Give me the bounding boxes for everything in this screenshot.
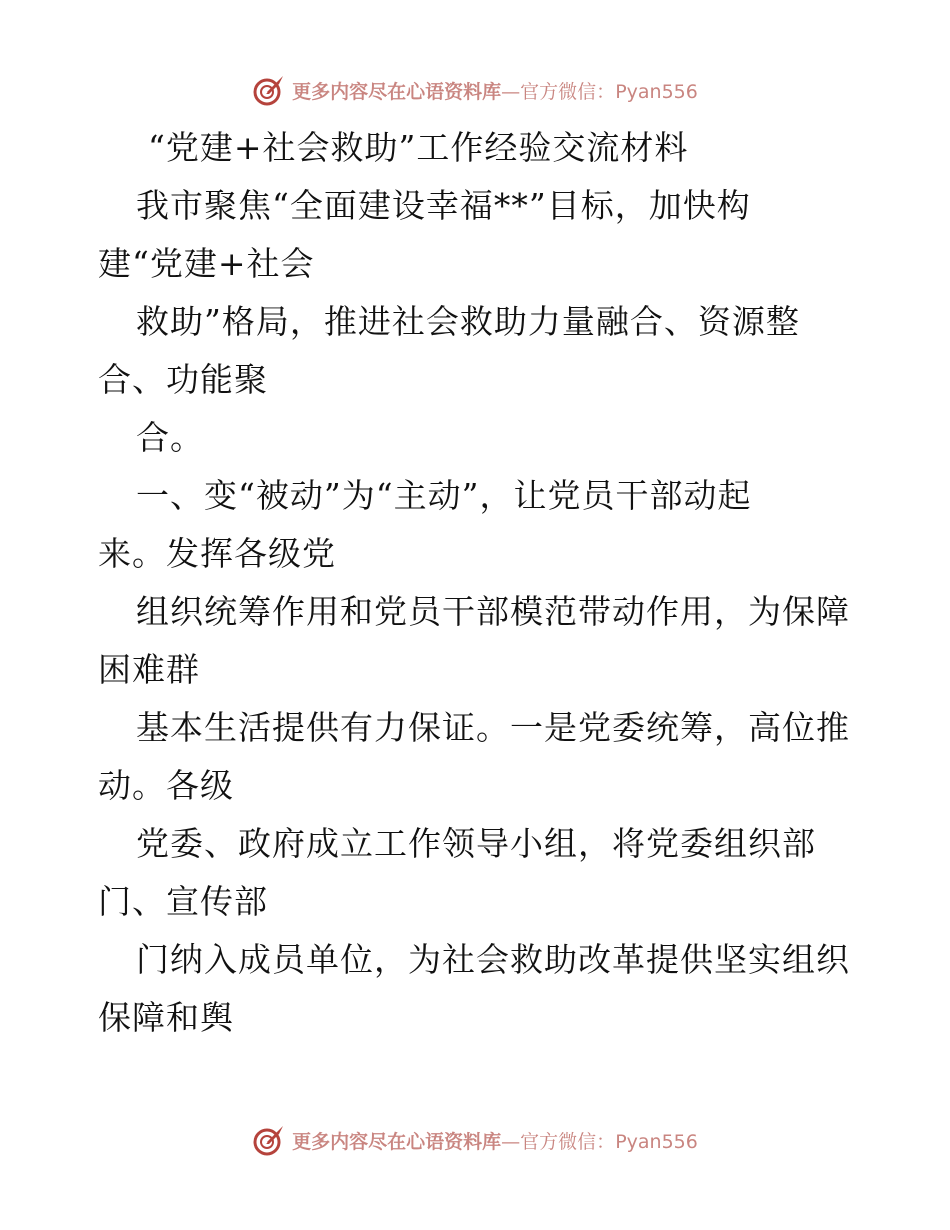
- paragraph-line: 来。发挥各级党: [98, 534, 336, 573]
- watermark-label: 官方微信：: [520, 80, 616, 103]
- watermark-dash: —: [501, 80, 521, 103]
- quill-logo-icon: [252, 73, 286, 107]
- watermark-wechat-id: Pyan556: [615, 1130, 698, 1153]
- section-heading-line: 一、变“被动”为“主动”，让党员干部动起: [136, 476, 752, 515]
- paragraph-line: 保障和舆: [98, 998, 234, 1037]
- paragraph-line: 合、功能聚: [98, 360, 268, 399]
- watermark-text: [292, 77, 698, 104]
- paragraph-line: 建“党建+社会: [98, 244, 315, 283]
- watermark-banner-top: [0, 72, 950, 108]
- watermark-dash: —: [501, 1130, 521, 1153]
- paragraph-line: 动。各级: [98, 766, 234, 805]
- watermark-banner-bottom: [0, 1122, 950, 1158]
- paragraph-line: 门、宣传部: [98, 882, 268, 921]
- watermark-wechat-id: Pyan556: [615, 80, 698, 103]
- paragraph-line: 合。: [136, 418, 204, 457]
- quill-logo-icon: [252, 1123, 286, 1157]
- watermark-site-text: 更多内容尽在心语资料库: [292, 1130, 502, 1153]
- paragraph-line: 我市聚焦“全面建设幸福**”目标，加快构: [136, 186, 751, 225]
- watermark-site-text: 更多内容尽在心语资料库: [292, 80, 502, 103]
- paragraph-line: 困难群: [98, 650, 200, 689]
- paragraph-line: 基本生活提供有力保证。一是党委统筹，高位推: [136, 708, 850, 747]
- paragraph-line: 门纳入成员单位，为社会救助改革提供坚实组织: [136, 940, 850, 979]
- document-title: “党建+社会救助”工作经验交流材料: [148, 128, 689, 167]
- paragraph-line: 组织统筹作用和党员干部模范带动作用，为保障: [136, 592, 850, 631]
- paragraph-line: 救助”格局，推进社会救助力量融合、资源整: [136, 302, 800, 341]
- paragraph-line: 党委、政府成立工作领导小组，将党委组织部: [136, 824, 816, 863]
- watermark-text: [292, 1127, 698, 1154]
- watermark-label: 官方微信：: [520, 1130, 616, 1153]
